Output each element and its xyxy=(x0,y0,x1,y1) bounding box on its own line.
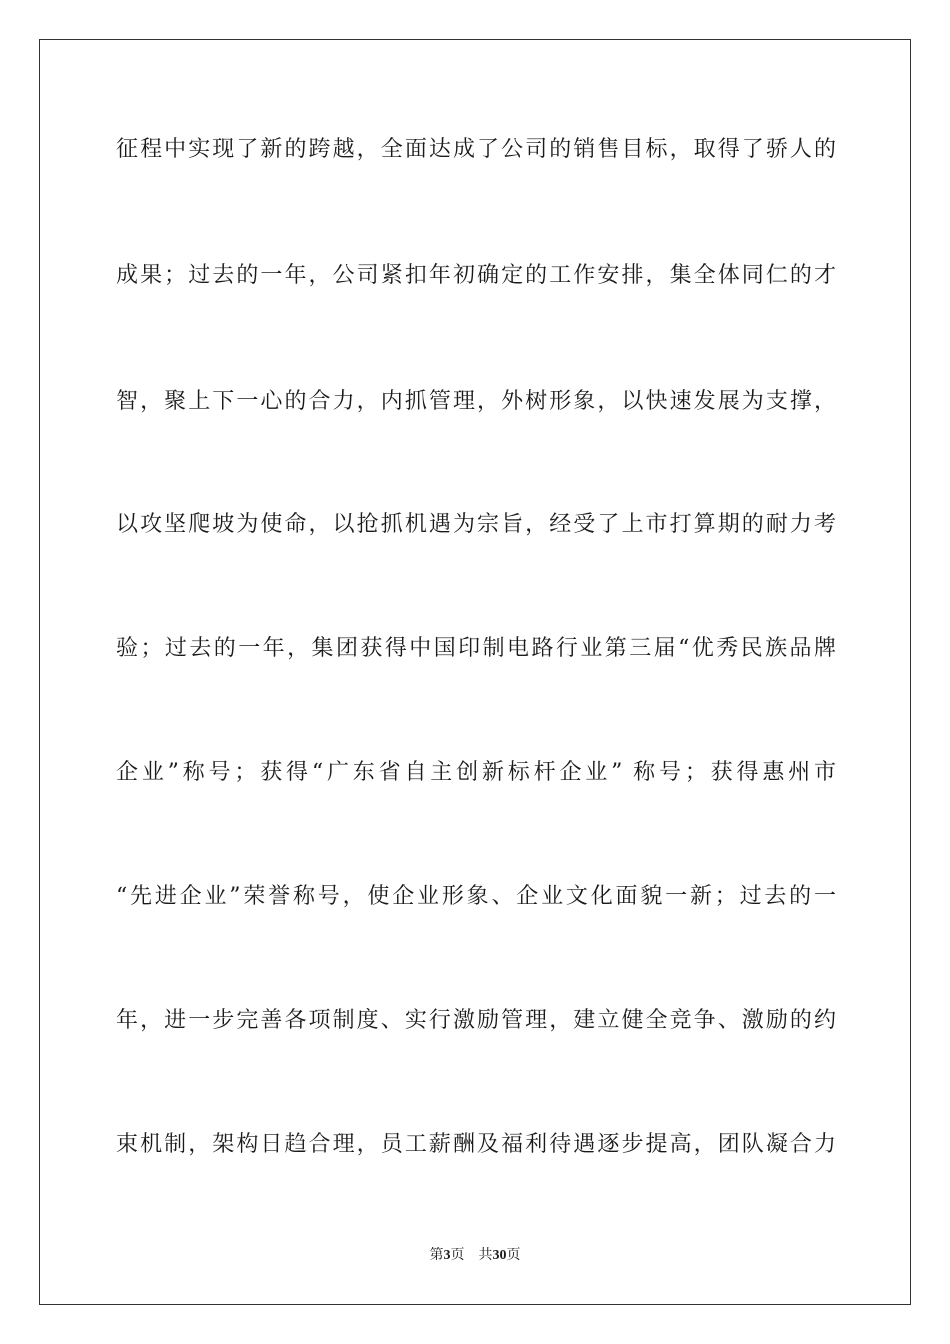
body-text-line: “先进企业”荣誉称号，使企业形象、企业文化面貌一新；过去的一 xyxy=(116,884,836,909)
body-text-line: 成果；过去的一年，公司紧扣年初确定的工作安排，集全体同仁的才 xyxy=(116,263,836,288)
body-text-line: 年，进一步完善各项制度、实行激励管理，建立健全竞争、激励的约 xyxy=(116,1008,836,1033)
page-number: 3 xyxy=(443,1248,451,1263)
body-text-line: 企业”称号；获得“广东省自主创新标杆企业” 称号；获得惠州市 xyxy=(116,760,836,785)
page-suffix: 页 xyxy=(450,1247,465,1263)
body-text-line: 智，聚上下一心的合力，内抓管理，外树形象，以快速发展为支撑， xyxy=(116,389,836,414)
body-text-line: 验；过去的一年，集团获得中国印制电路行业第三届“优秀民族品牌 xyxy=(116,636,836,661)
page-footer xyxy=(0,1245,950,1266)
total-prefix: 共 xyxy=(478,1247,493,1263)
total-suffix: 页 xyxy=(506,1247,521,1263)
page-prefix: 第 xyxy=(429,1247,444,1263)
body-text-line: 束机制，架构日趋合理，员工薪酬及福利待遇逐步提高，团队凝合力 xyxy=(116,1132,836,1157)
page-border xyxy=(39,39,911,1305)
body-text-line: 以攻坚爬坡为使命，以抢抓机遇为宗旨，经受了上市打算期的耐力考 xyxy=(116,512,836,537)
total-pages: 30 xyxy=(492,1248,507,1263)
body-text-line: 征程中实现了新的跨越，全面达成了公司的销售目标，取得了骄人的 xyxy=(116,137,836,162)
